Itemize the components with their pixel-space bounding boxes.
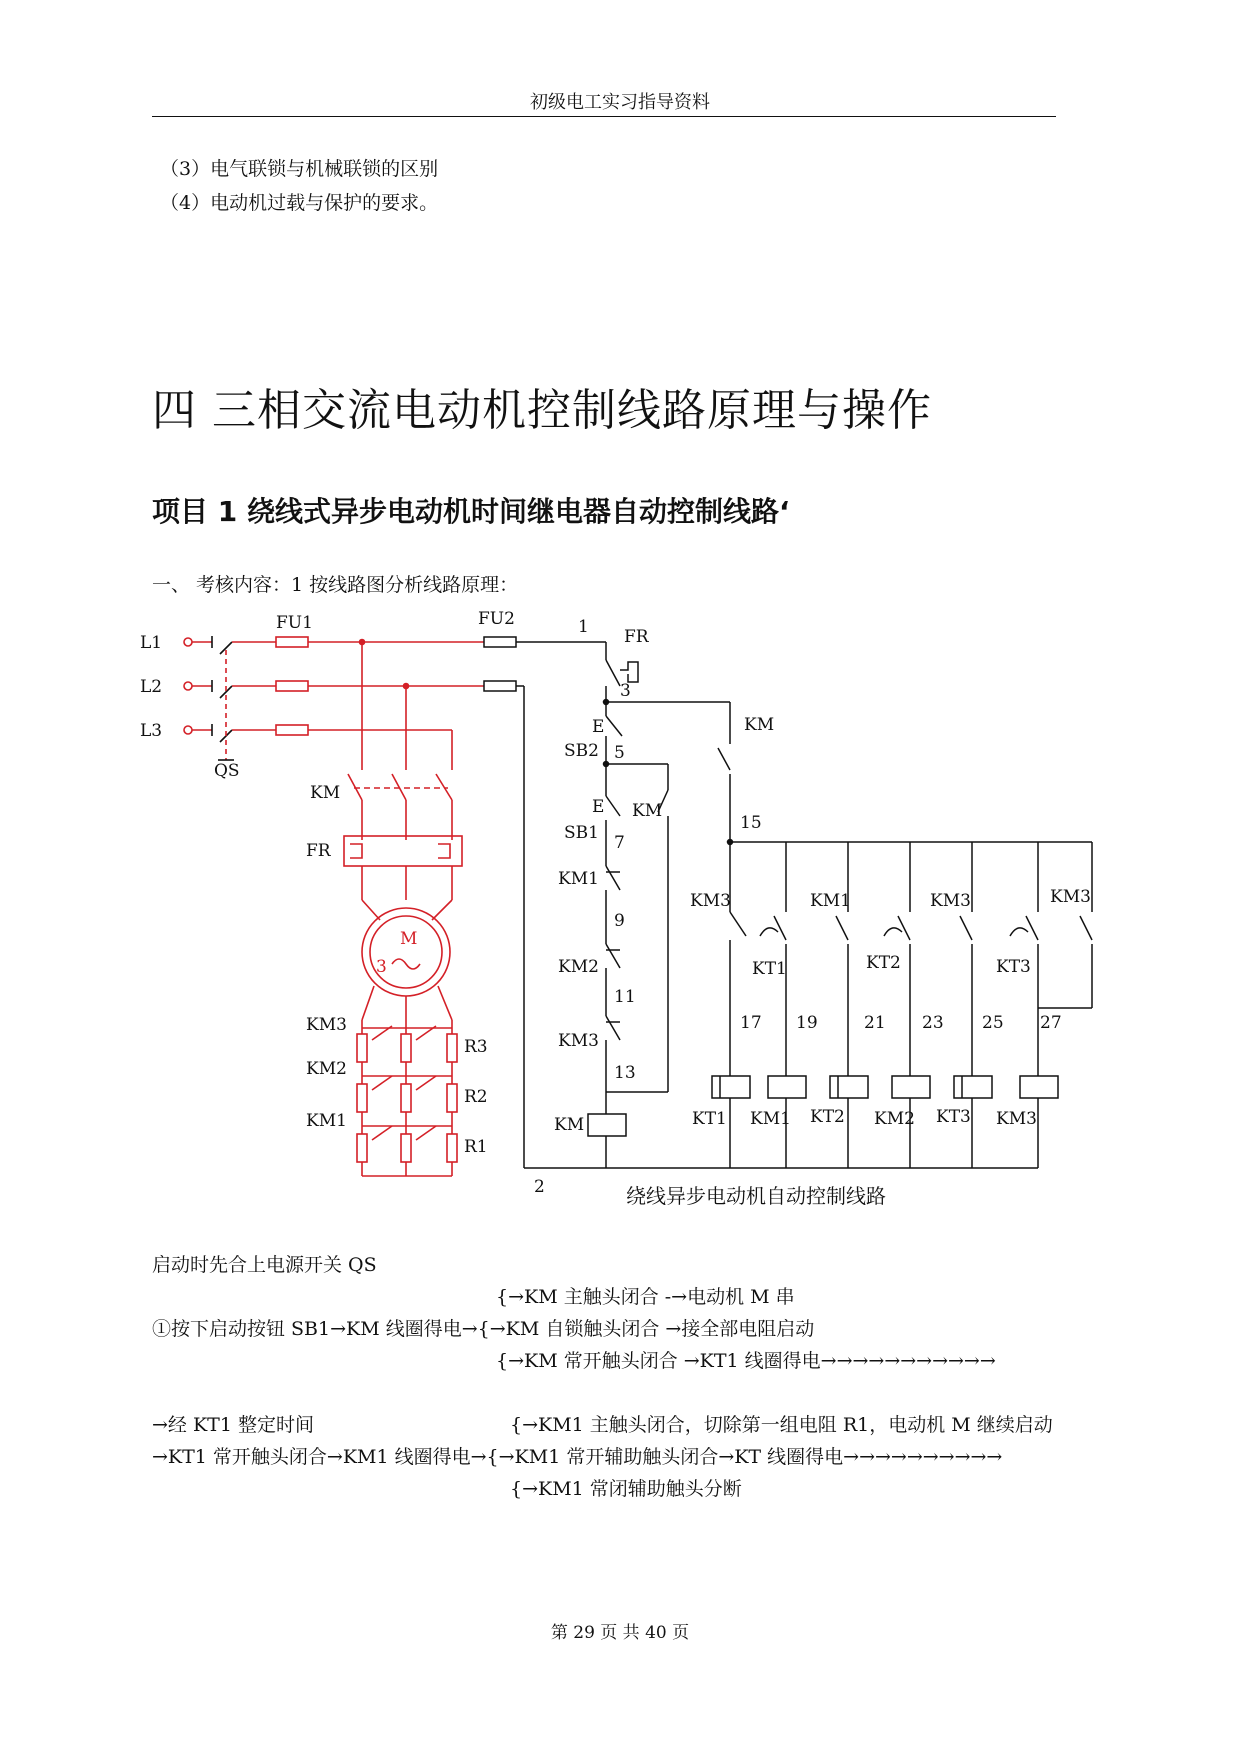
label-E-start: E [592, 797, 605, 817]
label-node-17: 17 [740, 1013, 762, 1033]
control-circuit [484, 637, 1092, 1168]
label-L2: L2 [140, 677, 163, 697]
label-KM2-main: KM2 [306, 1059, 347, 1079]
diagram-caption: 绕线异步电动机自动控制线路 [626, 1184, 886, 1208]
label-FU1: FU1 [276, 613, 313, 633]
label-coil-KT1: KT1 [692, 1109, 727, 1129]
label-node-21: 21 [864, 1013, 886, 1033]
main-circuit [184, 636, 484, 1176]
intro-item: （3）电气联锁与机械联锁的区别 [160, 158, 439, 180]
label-node-27: 27 [1040, 1013, 1062, 1033]
label-node-1: 1 [578, 617, 589, 637]
label-KM3-c: KM3 [1050, 887, 1091, 907]
label-node-23: 23 [922, 1013, 944, 1033]
page-number: 第 29 页 共 40 页 [550, 1623, 690, 1643]
body-line: 启动时先合上电源开关 QS [152, 1254, 377, 1276]
label-E-stop: E [592, 717, 605, 737]
running-header: 初级电工实习指导资料 [530, 92, 710, 113]
intro-item: （4）电动机过载与保护的要求。 [160, 192, 439, 214]
body-line: {→KM 主触头闭合 -→电动机 M 串 [496, 1286, 795, 1308]
label-KM3-b: KM3 [930, 891, 971, 911]
body-line: ①按下启动按钮 SB1→KM 线圈得电→{→KM 自锁触头闭合 →接全部电阻启动 [152, 1318, 815, 1340]
label-coil-KT3: KT3 [936, 1107, 971, 1127]
body-line: →经 KT1 整定时间 [152, 1414, 314, 1436]
label-node-19: 19 [796, 1013, 818, 1033]
label-node-7: 7 [614, 833, 625, 853]
label-motor: M [400, 929, 418, 949]
body-line: {→KM1 常闭辅助触头分断 [510, 1478, 742, 1500]
label-FR-main: FR [306, 841, 331, 861]
label-node-3: 3 [620, 681, 631, 701]
label-SB1: SB1 [564, 823, 599, 843]
label-SB2: SB2 [564, 741, 599, 761]
label-KM3-nc: KM3 [558, 1031, 599, 1051]
label-KM3-main: KM3 [306, 1015, 347, 1035]
label-node-13: 13 [614, 1063, 636, 1083]
label-KM1-nc: KM1 [558, 869, 599, 889]
label-coil-KM2: KM2 [874, 1109, 915, 1129]
label-R1: R1 [464, 1137, 488, 1157]
label-KM-aux: KM [744, 715, 775, 735]
body-line: {→KM1 主触头闭合，切除第一组电阻 R1，电动机 M 继续启动 [510, 1414, 1053, 1436]
label-KM1-main: KM1 [306, 1111, 347, 1131]
label-node-2: 2 [534, 1177, 545, 1197]
label-node-15: 15 [740, 813, 762, 833]
label-node-9: 9 [614, 911, 625, 931]
chapter-title: 四 三相交流电动机控制线路原理与操作 [152, 385, 932, 436]
label-KM-main: KM [310, 783, 341, 803]
label-R3: R3 [464, 1037, 488, 1057]
body-line: →KT1 常开触头闭合→KM1 线圈得电→{→KM1 常开辅助触头闭合→KT 线圈得电→→→→→→→→→→ [152, 1446, 1003, 1468]
body-line: {→KM 常开触头闭合 →KT1 线圈得电→→→→→→→→→→→ [496, 1350, 996, 1372]
label-KM-coil: KM [554, 1115, 585, 1135]
label-KM3-a: KM3 [690, 891, 731, 911]
label-KM-hold: KM [632, 801, 663, 821]
project-title: 项目 1 绕线式异步电动机时间继电器自动控制线路‘ [152, 495, 790, 528]
label-L1: L1 [140, 633, 163, 653]
label-motor-phase: 3 [376, 957, 387, 977]
label-node-11: 11 [614, 987, 636, 1007]
label-R2: R2 [464, 1087, 488, 1107]
label-KM1-a: KM1 [810, 891, 851, 911]
label-KT1-contact: KT1 [752, 959, 787, 979]
section-heading: 一、 考核内容：1 按线路图分析线路原理： [152, 574, 519, 596]
label-KT2-contact: KT2 [866, 953, 901, 973]
label-node-5: 5 [614, 743, 625, 763]
label-KM2-nc: KM2 [558, 957, 599, 977]
label-L3: L3 [140, 721, 163, 741]
label-coil-KT2: KT2 [810, 1107, 845, 1127]
label-FR-ctrl: FR [624, 627, 649, 647]
label-coil-KM1: KM1 [750, 1109, 791, 1129]
label-QS: QS [214, 761, 240, 781]
label-coil-KM3: KM3 [996, 1109, 1037, 1129]
diagram-labels [140, 609, 1091, 1197]
label-KT3-contact: KT3 [996, 957, 1031, 977]
label-FU2: FU2 [478, 609, 515, 629]
label-node-25: 25 [982, 1013, 1004, 1033]
